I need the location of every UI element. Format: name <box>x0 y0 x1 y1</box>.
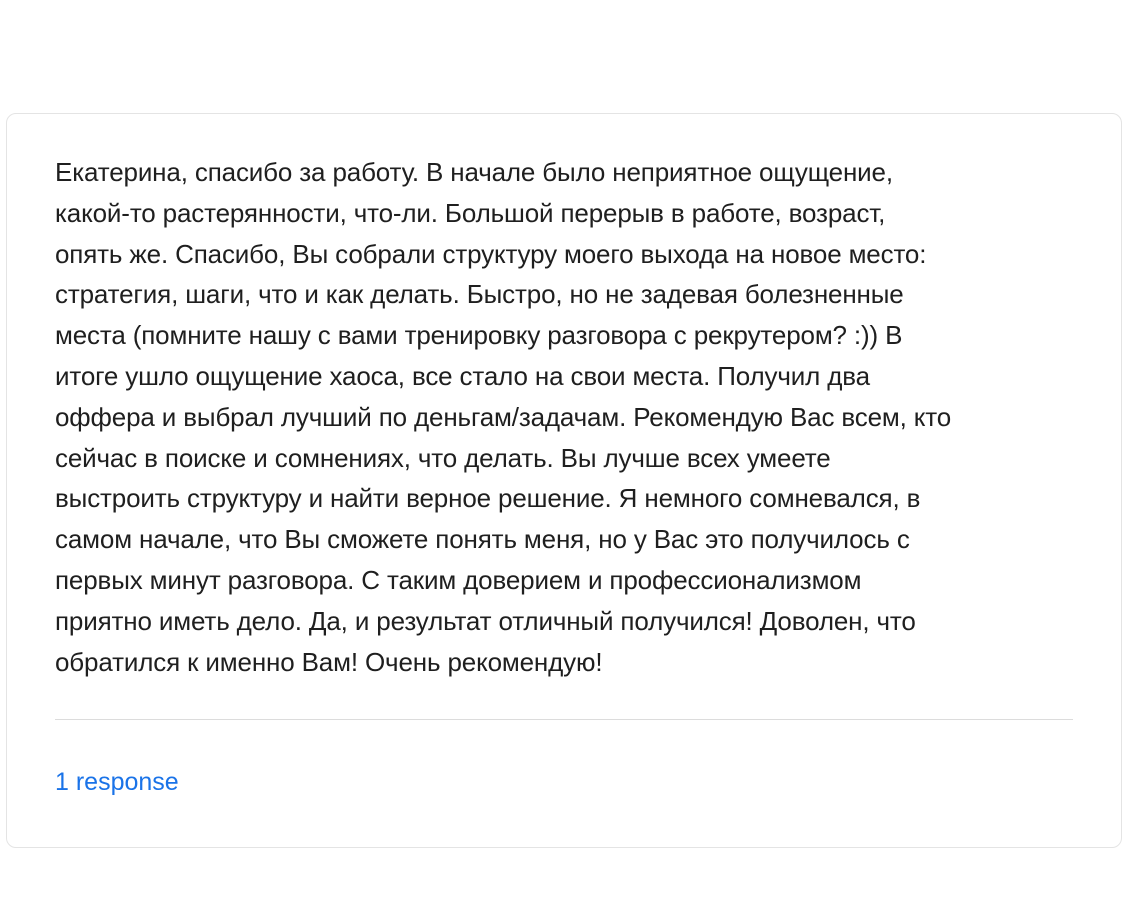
divider <box>55 719 1073 720</box>
review-line: сейчас в поиске и сомнениях, что делать. Вы лучше всех умеете <box>55 442 831 473</box>
review-line: какой-то растерянности, что-ли. Большой перерыв в работе, возраст, <box>55 197 886 228</box>
review-line: обратился к именно Вам! Очень рекомендую! <box>55 646 603 677</box>
responses-link[interactable]: 1 response <box>55 768 179 796</box>
review-card <box>6 113 1122 848</box>
review-line: первых минут разговора. С таким доверием и профессионализмом <box>55 564 862 595</box>
review-line: места (помните нашу с вами тренировку разговора с рекрутером? :)) В <box>55 320 903 351</box>
review-line: опять же. Спасибо, Вы собрали структуру моего выхода на новое место: <box>55 238 927 269</box>
review-line: итоге ушло ощущение хаоса, все стало на свои места. Получил два <box>55 360 870 391</box>
review-line: оффера и выбрал лучший по деньгам/задачам. Рекомендую Вас всем, кто <box>55 401 952 432</box>
review-text <box>55 152 1075 682</box>
review-line: выстроить структуру и найти верное решение. Я немного сомневался, в <box>55 483 921 514</box>
review-line: самом начале, что Вы сможете понять меня, но у Вас это получилось с <box>55 524 910 555</box>
review-line: Екатерина, спасибо за работу. В начале было неприятное ощущение, <box>55 157 893 187</box>
review-line: приятно иметь дело. Да, и результат отличный получился! Доволен, что <box>55 605 916 636</box>
review-line: стратегия, шаги, что и как делать. Быстро, но не задевая болезненные <box>55 279 904 310</box>
